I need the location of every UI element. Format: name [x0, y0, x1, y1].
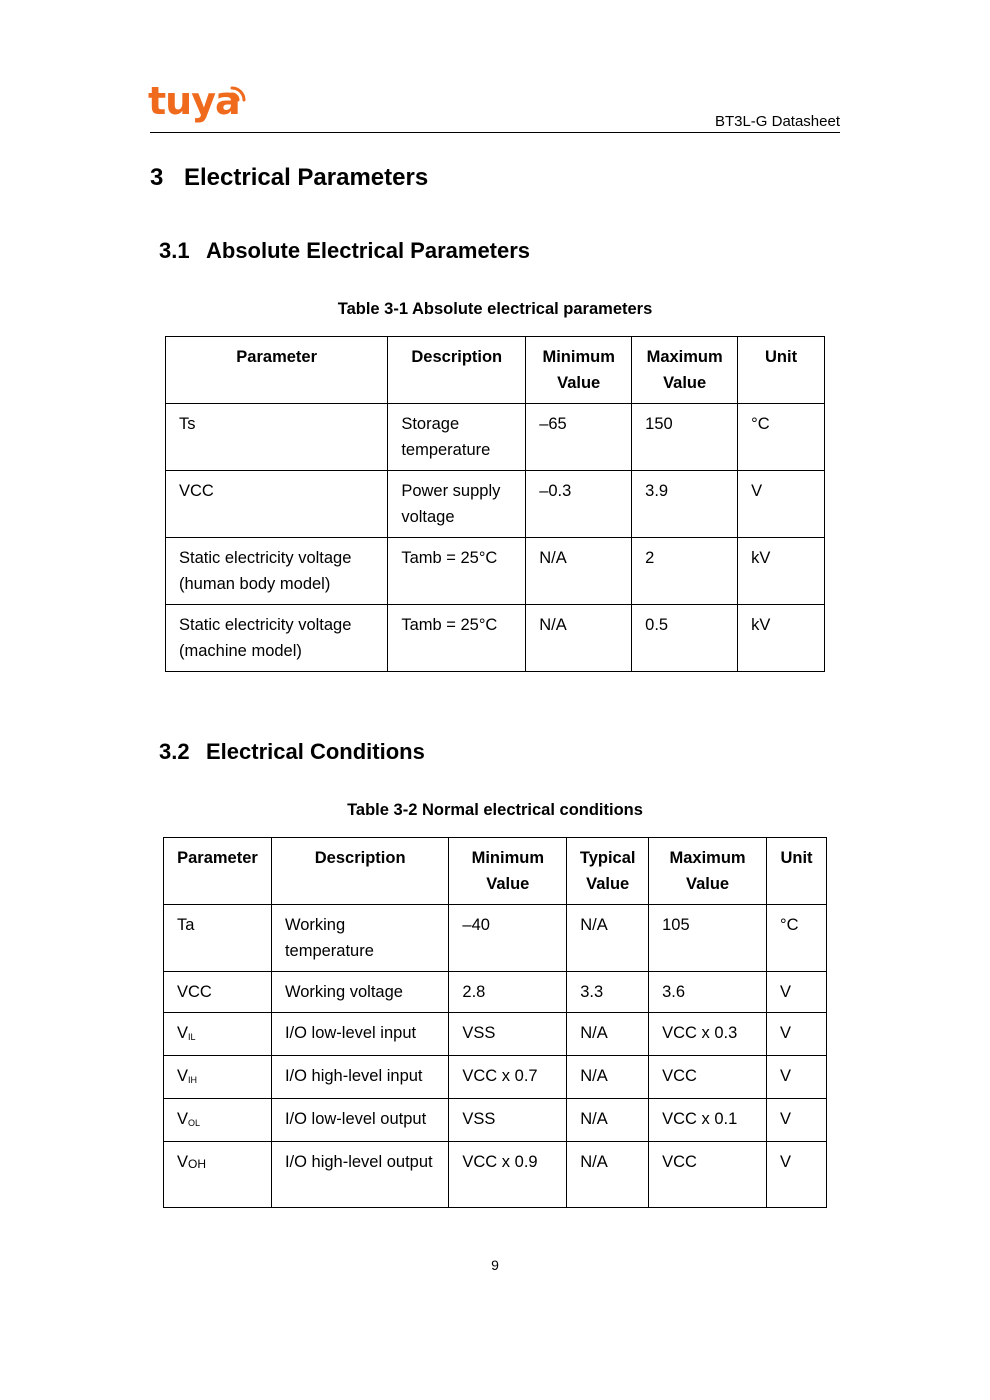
cell: VCC [649, 1142, 767, 1208]
section-number: 3 [150, 164, 164, 191]
subsection-heading-3-2 [159, 739, 425, 765]
header-cell: Typical Value [567, 838, 649, 905]
subscript: IL [188, 1032, 196, 1042]
cell: VSS [449, 1099, 567, 1142]
table-row [166, 471, 825, 538]
cell: 3.3 [567, 972, 649, 1013]
cell: N/A [567, 1099, 649, 1142]
cell: Tamb = 25°C [388, 605, 526, 672]
table-3-2-caption: Table 3-2 Normal electrical conditions [347, 801, 643, 819]
subsection-title: Electrical Conditions [206, 739, 425, 764]
cell: Tamb = 25°C [388, 538, 526, 605]
subscript: OL [188, 1118, 201, 1128]
section-heading [150, 164, 428, 192]
wifi-signal-icon [228, 84, 250, 106]
cell-voh [164, 1142, 272, 1208]
cell: V [738, 471, 825, 538]
subsection-title: Absolute Electrical Parameters [206, 238, 531, 263]
cell: N/A [567, 1013, 649, 1056]
subsection-heading-3-1 [159, 238, 530, 264]
electrical-conditions-table [163, 837, 827, 1208]
tuya-logo [148, 79, 240, 123]
cell: 2 [632, 538, 738, 605]
cell: Ts [166, 404, 388, 471]
cell-vol [164, 1099, 272, 1142]
cell: °C [738, 404, 825, 471]
cell: kV [738, 605, 825, 672]
table-3-1-caption: Table 3-1 Absolute electrical parameters [337, 300, 653, 318]
table-row [164, 1056, 827, 1099]
symbol: V [177, 1024, 189, 1042]
cell: N/A [567, 1142, 649, 1208]
cell: VCC [166, 471, 388, 538]
cell: V [766, 1056, 826, 1099]
subsection-number: 3.2 [159, 739, 190, 764]
cell: 3.6 [649, 972, 767, 1013]
cell: I/O high-level output [271, 1142, 448, 1208]
cell: I/O high-level input [271, 1056, 448, 1099]
header-cell: Maximum Value [649, 838, 767, 905]
section-title: Electrical Parameters [184, 164, 429, 191]
cell: –40 [449, 905, 567, 972]
table-row [164, 1142, 827, 1208]
cell: VCC [164, 972, 272, 1013]
cell: V [766, 1142, 826, 1208]
cell: °C [766, 905, 826, 972]
cell: VCC [649, 1056, 767, 1099]
cell: V [766, 1099, 826, 1142]
document-title: BT3L-G Datasheet [714, 113, 840, 130]
cell: VSS [449, 1013, 567, 1056]
header-cell: Minimum Value [526, 337, 632, 404]
cell: 0.5 [632, 605, 738, 672]
cell: 105 [649, 905, 767, 972]
cell: Static electricity voltage (human body model) [166, 538, 388, 605]
header-divider [150, 132, 840, 133]
cell-vil [164, 1013, 272, 1056]
header-cell: Parameter [166, 337, 388, 404]
header-cell: Unit [766, 838, 826, 905]
cell: kV [738, 538, 825, 605]
table-header-row [166, 337, 825, 404]
cell: –65 [526, 404, 632, 471]
table-row [164, 1099, 827, 1142]
cell: N/A [567, 905, 649, 972]
cell: VCC x 0.7 [449, 1056, 567, 1099]
table-row [166, 404, 825, 471]
logo-text: tuya [148, 79, 240, 123]
cell: –0.3 [526, 471, 632, 538]
header-cell: Description [388, 337, 526, 404]
symbol: V [177, 1110, 189, 1128]
table-row [164, 1013, 827, 1056]
table-header-row [164, 838, 827, 905]
subsection-number: 3.1 [159, 238, 190, 263]
cell: VCC x 0.9 [449, 1142, 567, 1208]
subscript: OH [188, 1157, 207, 1171]
cell: Storage temperature [388, 404, 526, 471]
cell: Ta [164, 905, 272, 972]
cell: V [766, 972, 826, 1013]
cell: VCC x 0.3 [649, 1013, 767, 1056]
symbol: V [177, 1153, 189, 1171]
table-row [164, 905, 827, 972]
table-row [164, 972, 827, 1013]
table-row [166, 538, 825, 605]
cell: Power supply voltage [388, 471, 526, 538]
cell: V [766, 1013, 826, 1056]
cell: VCC x 0.1 [649, 1099, 767, 1142]
header-cell: Minimum Value [449, 838, 567, 905]
header-cell: Description [271, 838, 448, 905]
cell: I/O low-level input [271, 1013, 448, 1056]
header-cell: Parameter [164, 838, 272, 905]
header-cell: Unit [738, 337, 825, 404]
subscript: IH [188, 1075, 198, 1085]
cell: I/O low-level output [271, 1099, 448, 1142]
cell: N/A [567, 1056, 649, 1099]
cell: Working temperature [271, 905, 448, 972]
cell-vih [164, 1056, 272, 1099]
table-row [166, 605, 825, 672]
cell: N/A [526, 605, 632, 672]
cell: 150 [632, 404, 738, 471]
page-number: 9 [491, 1257, 499, 1273]
cell: 2.8 [449, 972, 567, 1013]
cell: 3.9 [632, 471, 738, 538]
cell: Working voltage [271, 972, 448, 1013]
symbol: V [177, 1067, 189, 1085]
header-cell: Maximum Value [632, 337, 738, 404]
cell: N/A [526, 538, 632, 605]
cell: Static electricity voltage (machine model) [166, 605, 388, 672]
absolute-parameters-table [165, 336, 825, 672]
